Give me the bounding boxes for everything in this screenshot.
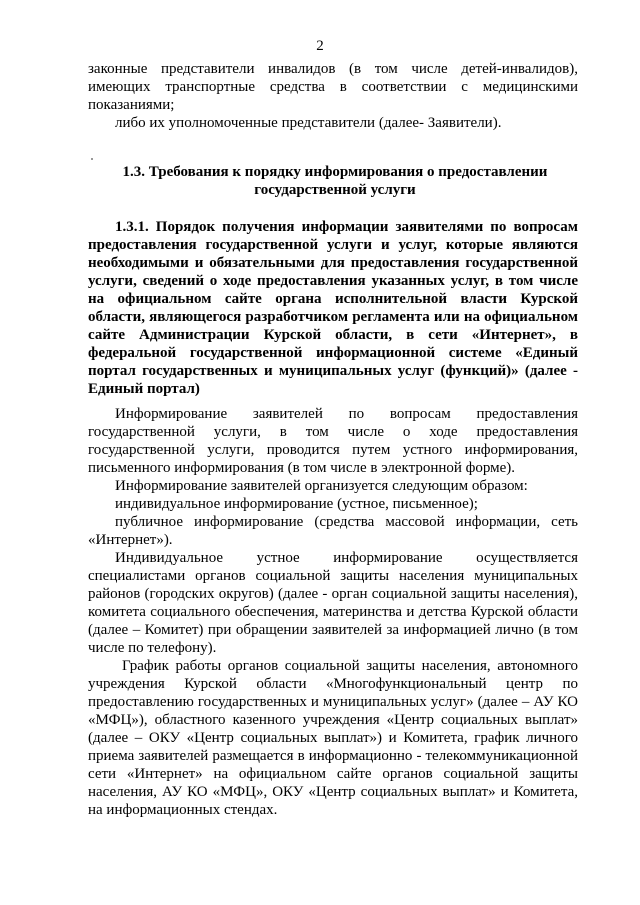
intro-paragraph-1: законные представители инвалидов (в том числе детей-инвалидов), имеющих транспортные средства в соответствии с медицинскими показаниями;: [88, 61, 578, 113]
body-paragraph-1: Информирование заявителей по вопросам предоставления государственной услуги, в том числе о ходе предоставления государственной услуги, проводится путем устного информирования, письменного информирования (в том числе в электронной форме).: [88, 406, 578, 476]
page-number: 2: [316, 38, 324, 54]
scan-speck: [91, 158, 93, 160]
body-block: [88, 405, 578, 819]
section-heading: 1.3. Требования к порядку информирования о предоставлении государственной услуги: [122, 164, 548, 198]
body-paragraph-2: Информирование заявителей организуется следующим образом:: [115, 478, 528, 494]
body-paragraph-3: индивидуальное информирование (устное, письменное);: [115, 496, 478, 512]
intro-paragraph-2: либо их уполномоченные представители (далее- Заявители).: [115, 115, 502, 131]
intro-block: [88, 60, 578, 132]
body-paragraph-4: публичное информирование (средства массовой информации, сеть «Интернет»).: [88, 514, 578, 548]
body-paragraph-6: График работы органов социальной защиты населения, автономного учреждения Курской области «Многофункциональный центр по предоставлению государственных и муниципальных услуг» (далее – АУ КО «МФЦ»), областного казенного учреждения «Центр социальных выплат» (далее – ОКУ «Центр социальных выплат») и Комитета, график личного приема заявителей размещается в информационно - телекоммуникационной сети «Интернет» на официальном сайте органов социальной защиты населения, АУ КО «МФЦ», ОКУ «Центр социальных выплат» и Комитета, на информационных стендах.: [88, 658, 578, 818]
subsection-heading: 1.3.1. Порядок получения информации заявителями по вопросам предоставления государственной услуги и услуг, которые являются необходимыми и обязательными для предоставления государственной услуги, сведений о ходе предоставления указанных услуг, в том числе на официальном сайте органа исполнительной власти Курской области, являющегося разработчиком регламента или на официальном сайте Администрации Курской области, в сети «Интернет», в федеральной государственной информационной системе «Единый портал государственных и муниципальных услуг (функций)» (далее - Единый портал): [88, 219, 578, 397]
body-paragraph-5: Индивидуальное устное информирование осуществляется специалистами органов социальной защиты населения муниципальных районов (городских округов) (далее - орган социальной защиты населения), комитета социального обеспечения, материнства и детства Курской области (далее – Комитет) при обращении заявителей за информацией лично (в том числе по телефону).: [88, 550, 578, 656]
